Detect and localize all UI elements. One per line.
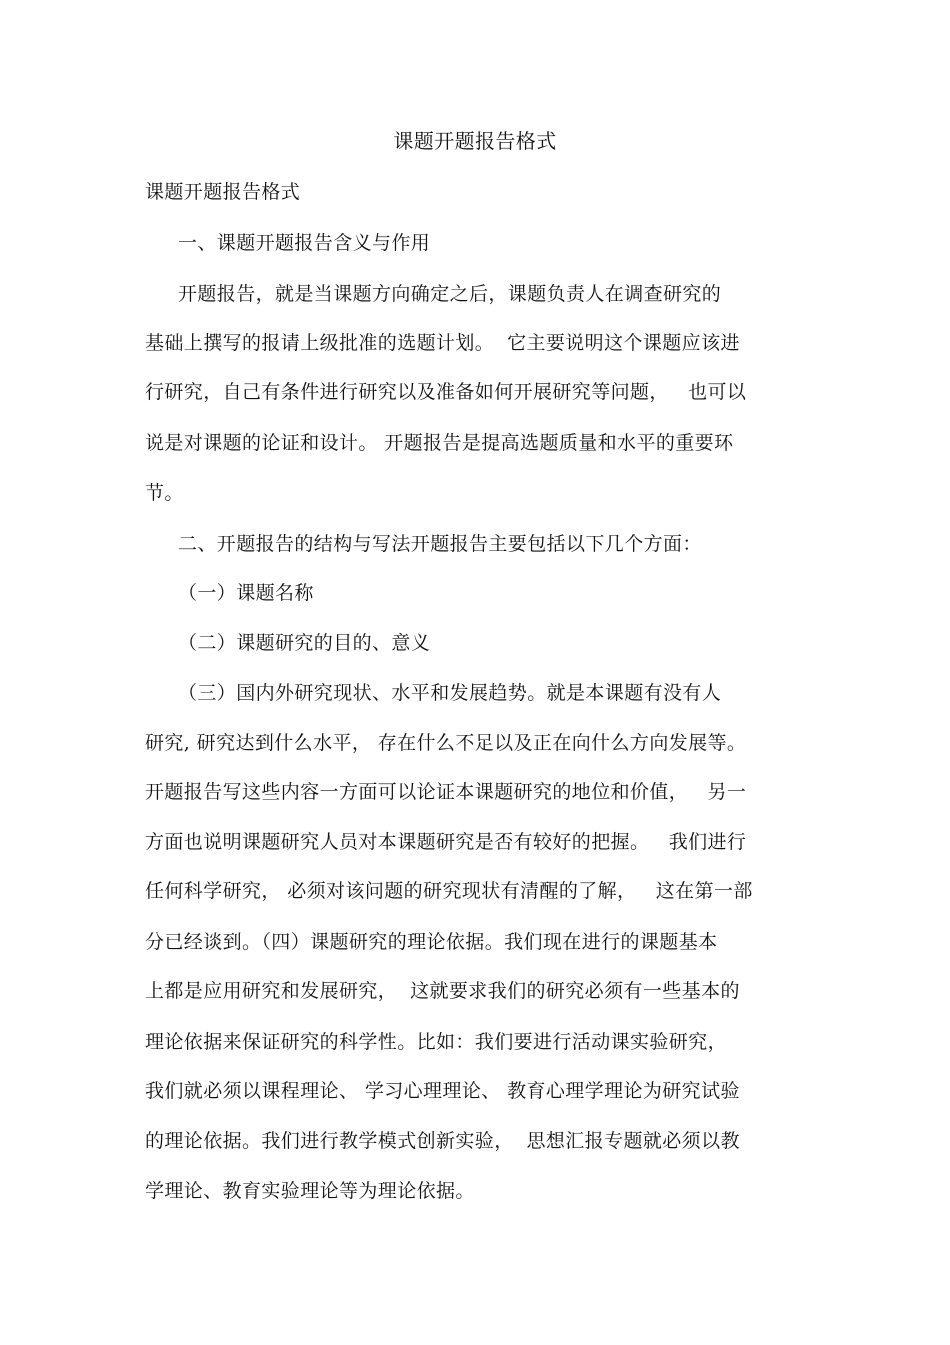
list-item: （一）课题名称	[178, 582, 314, 604]
paragraph-line: 学理论、教育实验理论等为理论依据。	[145, 1180, 475, 1202]
paragraph-line: 理论依据来保证研究的科学性。比如：我们要进行活动课实验研究，	[145, 1031, 728, 1053]
paragraph-line: 研究, 研究达到什么水平， 存在什么不足以及正在向什么方向发展等。	[145, 732, 747, 754]
paragraph-line: 行研究，自己有条件进行研究以及准备如何开展研究等问题， 也可以	[145, 381, 747, 403]
section-heading-1: 一、课题开题报告含义与作用	[178, 232, 431, 254]
paragraph-line: 说是对课题的论证和设计。 开题报告是提高选题质量和水平的重要环	[145, 432, 734, 454]
list-item: （三）国内外研究现状、水平和发展趋势。就是本课题有没有人	[178, 682, 722, 704]
paragraph-line: 分已经谈到。（四）课题研究的理论依据。我们现在进行的课题基本	[145, 931, 718, 953]
page-title: 课题开题报告格式	[393, 129, 557, 153]
subtitle-line: 课题开题报告格式	[145, 181, 301, 203]
list-item: （二）课题研究的目的、意义	[178, 632, 431, 654]
paragraph-line: 基础上撰写的报请上级批准的选题计划。 它主要说明这个课题应该进	[145, 332, 740, 354]
paragraph-line: 我们就必须以课程理论、 学习心理理论、 教育心理学理论为研究试验	[145, 1080, 740, 1102]
paragraph-line: 的理论依据。我们进行教学模式创新实验， 思想汇报专题就必须以教	[145, 1130, 740, 1152]
paragraph-line: 方面也说明课题研究人员对本课题研究是否有较好的把握。 我们进行	[145, 831, 747, 853]
paragraph-line: 开题报告，就是当课题方向确定之后，课题负责人在调查研究的	[178, 283, 722, 305]
paragraph-line: 任何科学研究， 必须对该问题的研究现状有清醒的了解， 这在第一部	[145, 880, 753, 902]
section-heading-2: 二、开题报告的结构与写法开题报告主要包括以下几个方面：	[178, 533, 702, 555]
paragraph-line: 节。	[145, 482, 184, 504]
paragraph-line: 上都是应用研究和发展研究， 这就要求我们的研究必须有一些基本的	[145, 980, 740, 1002]
paragraph-line: 开题报告写这些内容一方面可以论证本课题研究的地位和价值， 另一	[145, 781, 747, 803]
